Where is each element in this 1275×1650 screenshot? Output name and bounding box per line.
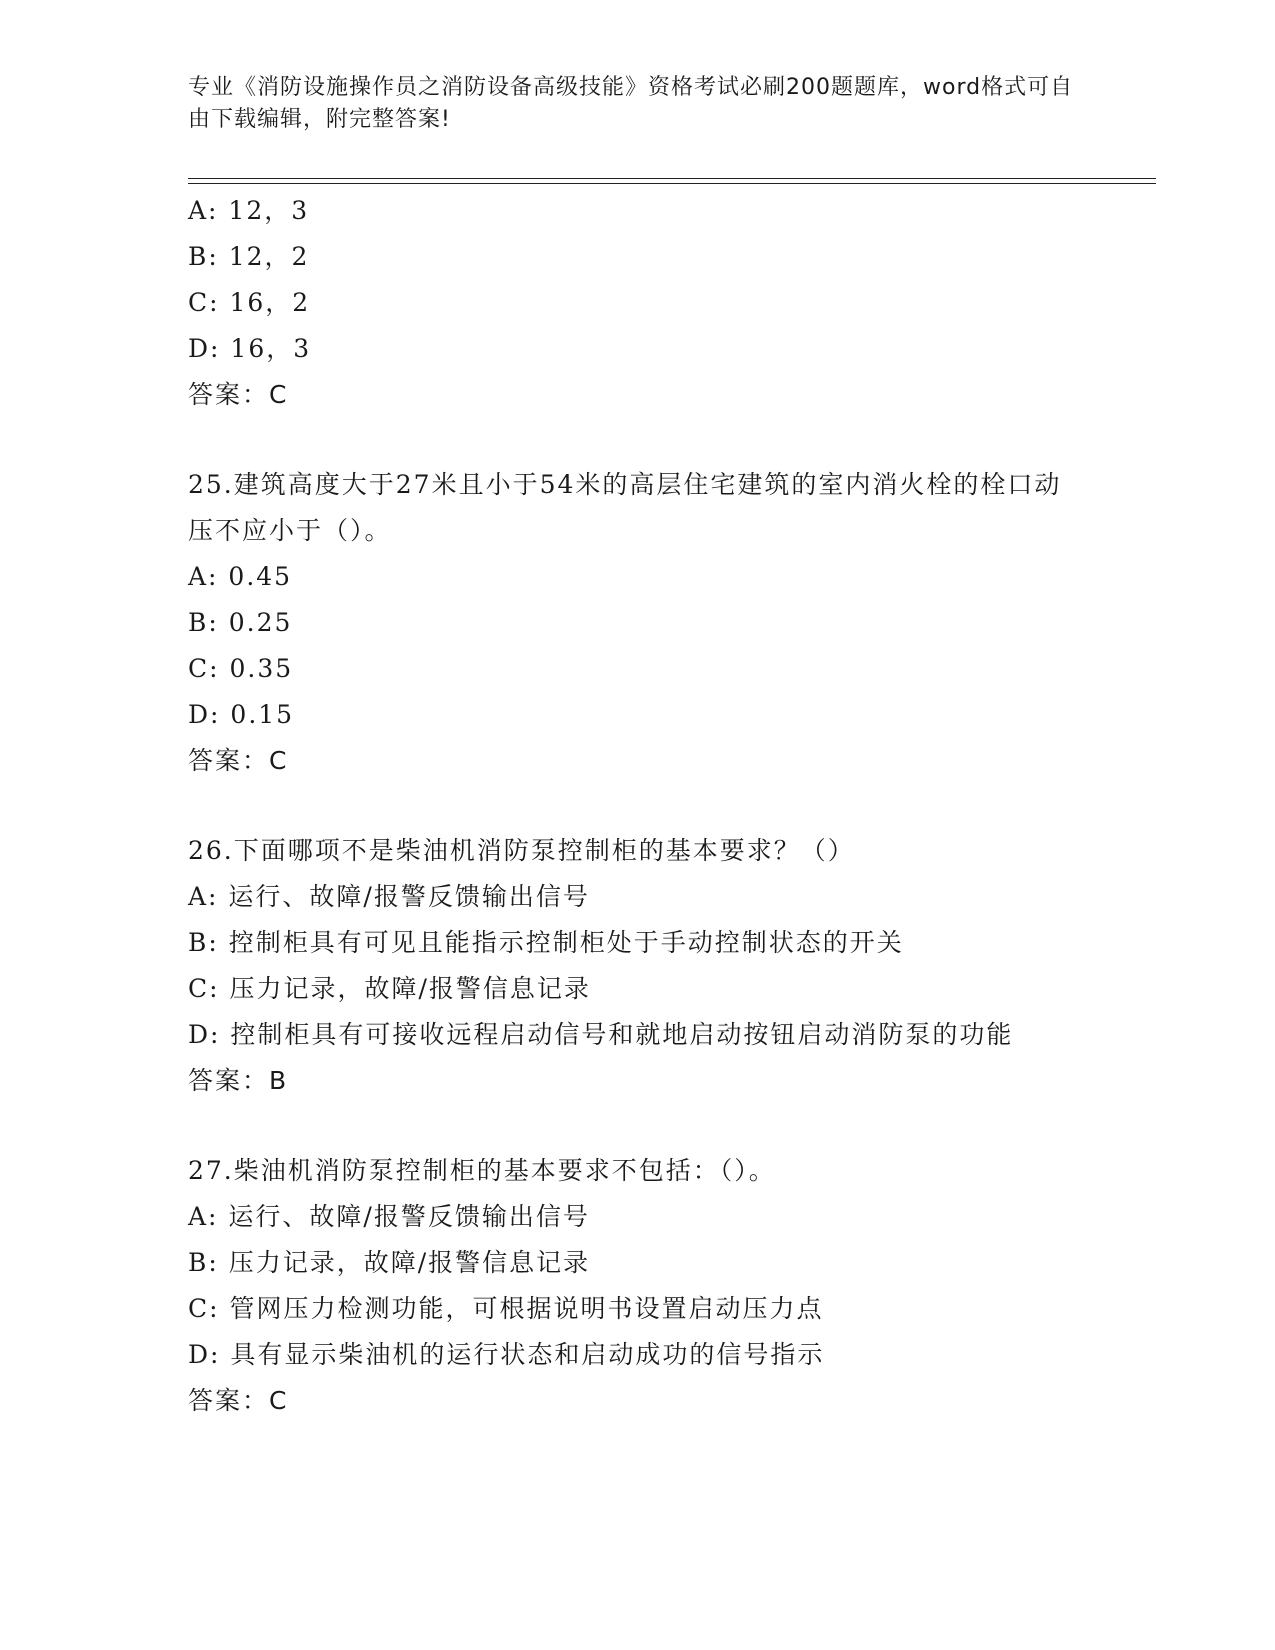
header-divider-top bbox=[188, 178, 1156, 179]
option-c: C: 压力记录，故障/报警信息记录 bbox=[188, 974, 591, 1003]
option-b: B: 压力记录，故障/报警信息记录 bbox=[188, 1248, 591, 1277]
question-text: 26.下面哪项不是柴油机消防泵控制柜的基本要求？（） bbox=[188, 836, 855, 865]
option-d: D: 16，3 bbox=[188, 334, 312, 363]
answer: 答案：C bbox=[188, 380, 289, 409]
option-a: A: 0.45 bbox=[188, 562, 293, 591]
question-list bbox=[188, 188, 1088, 1424]
option-b: B: 12，2 bbox=[188, 242, 310, 271]
question-text: 27.柴油机消防泵控制柜的基本要求不包括：（）。 bbox=[188, 1156, 776, 1185]
question-text: 25.建筑高度大于27米且小于54米的高层住宅建筑的室内消火栓的栓口动压不应小于（）。 bbox=[188, 470, 1062, 545]
answer: 答案：C bbox=[188, 1386, 289, 1415]
option-a: A: 12，3 bbox=[188, 196, 310, 225]
document-header: 专业《消防设施操作员之消防设备高级技能》资格考试必刷200题题库，word格式可自由下载编辑，附完整答案! bbox=[188, 75, 1074, 132]
option-a: A: 运行、故障/报警反馈输出信号 bbox=[188, 882, 590, 911]
option-d: D: 具有显示柴油机的运行状态和启动成功的信号指示 bbox=[188, 1340, 825, 1369]
option-c: C: 管网压力检测功能，可根据说明书设置启动压力点 bbox=[188, 1294, 824, 1323]
question-25 bbox=[188, 462, 1088, 784]
header-divider-bottom bbox=[188, 183, 1156, 184]
option-c: C: 0.35 bbox=[188, 654, 294, 683]
question-24 bbox=[188, 188, 1088, 418]
answer: 答案：B bbox=[188, 1066, 289, 1095]
question-26 bbox=[188, 828, 1088, 1104]
question-27 bbox=[188, 1148, 1088, 1424]
option-d: D: 0.15 bbox=[188, 700, 295, 729]
option-a: A: 运行、故障/报警反馈输出信号 bbox=[188, 1202, 590, 1231]
answer: 答案：C bbox=[188, 746, 289, 775]
option-b: B: 0.25 bbox=[188, 608, 293, 637]
option-c: C: 16，2 bbox=[188, 288, 311, 317]
option-b: B: 控制柜具有可见且能指示控制柜处于手动控制状态的开关 bbox=[188, 928, 904, 957]
option-d: D: 控制柜具有可接收远程启动信号和就地启动按钮启动消防泵的功能 bbox=[188, 1020, 1014, 1049]
